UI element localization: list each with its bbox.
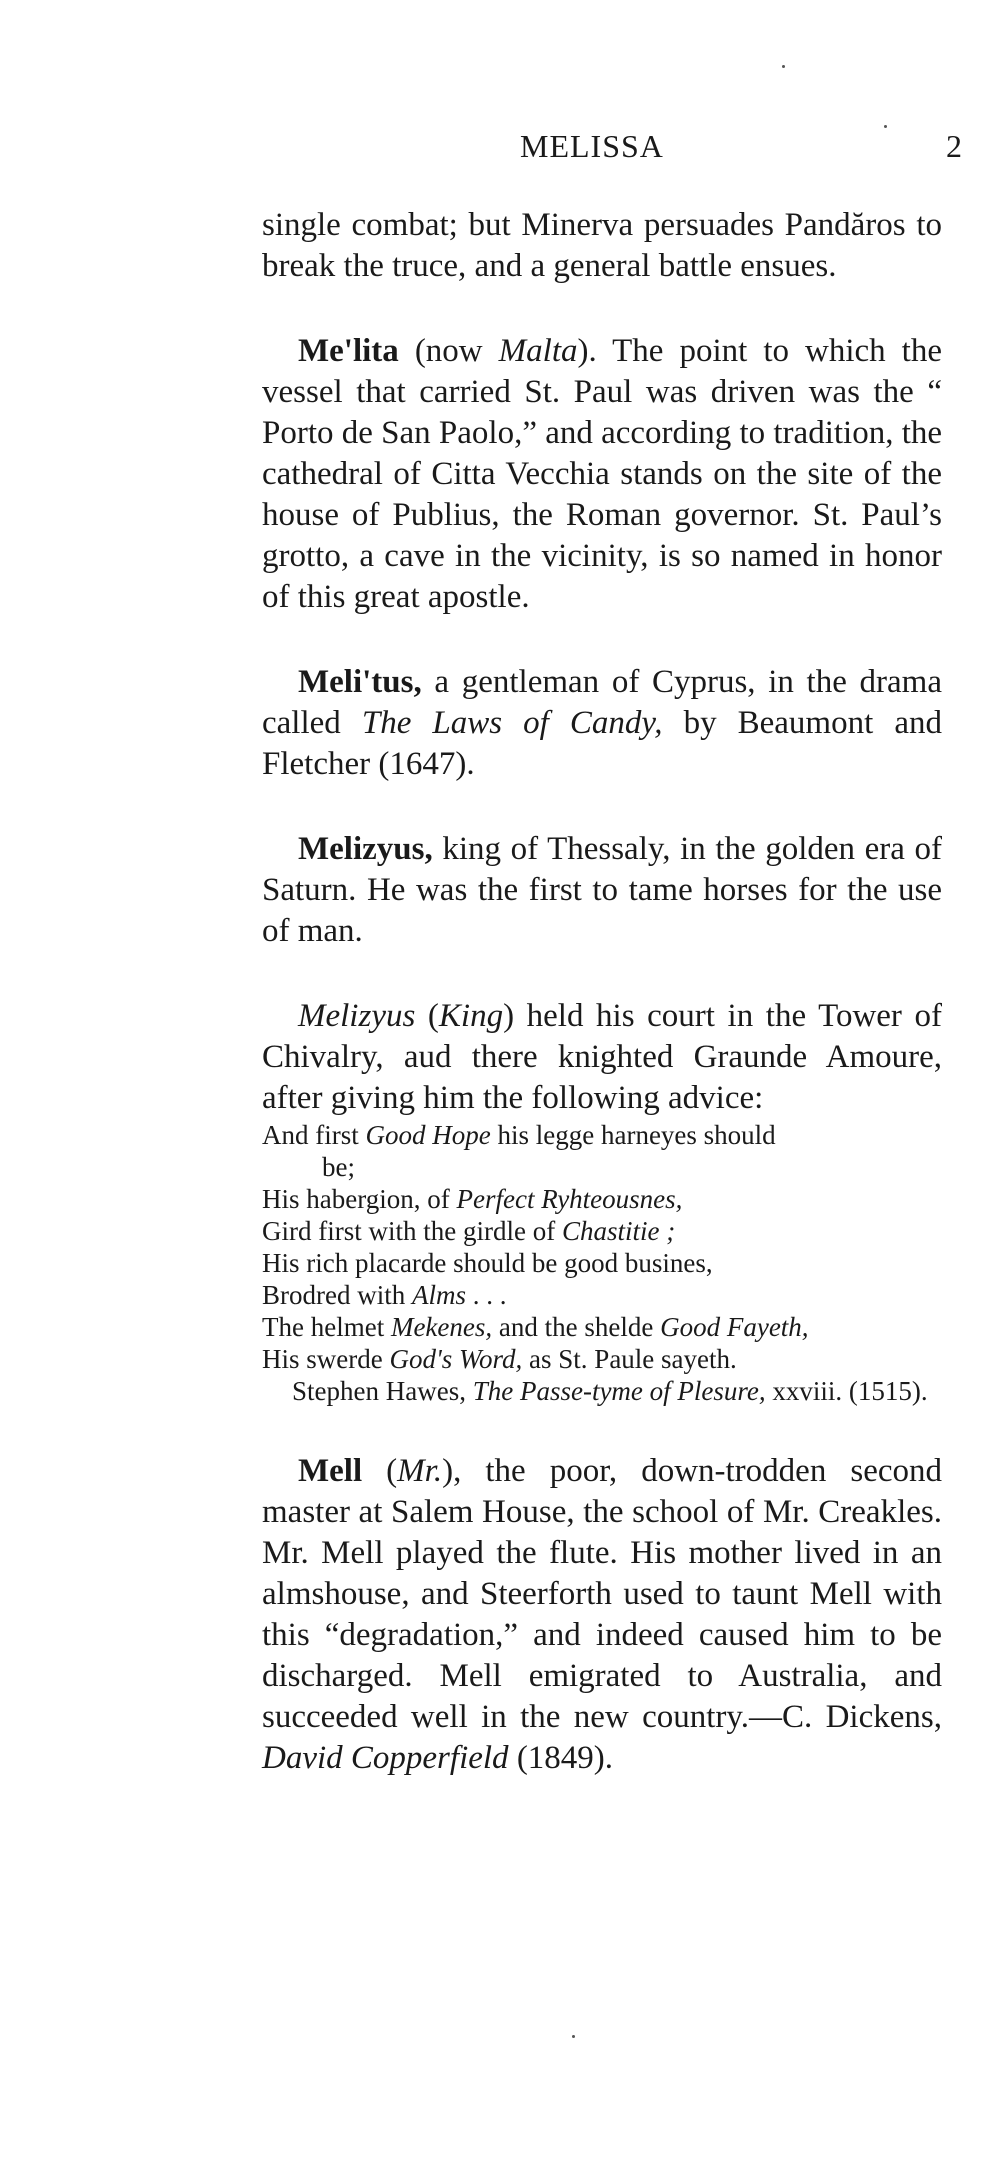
verse-line-continuation: be; <box>322 1152 355 1182</box>
entry-text: king of Thessaly, in the golden era of Saturn. He was the first to tame horses for the use of man. <box>262 831 942 949</box>
headword: Mell <box>298 1453 363 1489</box>
entry-text: ( <box>415 998 439 1034</box>
page-header <box>0 128 1000 178</box>
entry-melizyus-king <box>262 996 942 1119</box>
speck-mark <box>572 2035 575 2038</box>
verse-line: His swerde God's Word, as St. Paule sayeth. <box>262 1344 737 1374</box>
entry-text: (1849). <box>508 1740 614 1776</box>
verse-quotation <box>262 1119 942 1407</box>
entry-text: a gentleman of Cyprus, in the drama called <box>262 664 942 741</box>
verse-line: Gird first with the girdle of Chastitie ; <box>262 1216 676 1246</box>
entry-melitus <box>262 662 942 785</box>
headword: Melizyus, <box>298 831 433 867</box>
continuation-paragraph <box>262 205 942 287</box>
headword: Me'lita <box>298 333 399 369</box>
entry-text: ), the poor, down-trodden second master at Salem House, the school of Mr. Creakles. Mr. Mell played the flute. His mother lived in an almshouse, and Steerforth used to taunt Mell with this “degradation,” and indeed caused him to be discharged. Mell emigrated to Australia, and succeeded well in the new country.—C. Dickens, <box>262 1453 942 1735</box>
verse-attribution: Stephen Hawes, The Passe-tyme of Plesure, xxviii. (1515). <box>292 1376 928 1406</box>
entry-mell <box>262 1451 942 1779</box>
italic-text: Malta <box>498 333 578 369</box>
entry-text: (now <box>398 333 499 369</box>
text-column <box>262 205 942 1779</box>
verse-line: And first Good Hope his legge harneyes should <box>262 1120 776 1150</box>
headword: Meli'tus, <box>298 664 422 700</box>
italic-text: Melizyus <box>298 998 416 1034</box>
entry-text: ) held his court in the Tower of Chivalry, aud there knighted Graunde Amoure, after giving him the following advice: <box>262 998 942 1116</box>
italic-text: King <box>438 998 504 1034</box>
italic-text: David Copperfield <box>262 1740 509 1776</box>
italic-text: Mr. <box>397 1453 443 1489</box>
entry-text: ). The point to which the vessel that carried St. Paul was driven was the “ Porto de San Paolo,” and according to tradition, the cathedral of Citta Vecchia stands on the site of the house of Publius, the Roman governor. St. Paul’s grotto, a cave in the vicinity, is so named in honor of this great apostle. <box>262 333 943 615</box>
entry-text: ( <box>362 1453 398 1489</box>
entry-melizyus <box>262 829 942 952</box>
page-number: 2 <box>946 128 962 164</box>
verse-line: The helmet Mekenes, and the shelde Good Fayeth, <box>262 1312 809 1342</box>
continuation-text: single combat; but Minerva persuades Pandăros to break the truce, and a general battle ensues. <box>262 207 942 284</box>
speck-mark <box>782 65 785 68</box>
entry-melita <box>262 331 942 618</box>
running-head: MELISSA <box>520 128 664 164</box>
verse-line: His rich placarde should be good busines, <box>262 1248 713 1278</box>
italic-text: The Laws of Candy, <box>361 705 663 741</box>
verse-line: Brodred with Alms . . . <box>262 1280 507 1310</box>
verse-line: His habergion, of Perfect Ryhteousnes, <box>262 1184 683 1214</box>
entry-text: by Beaumont and Fletcher (1647). <box>262 705 942 782</box>
